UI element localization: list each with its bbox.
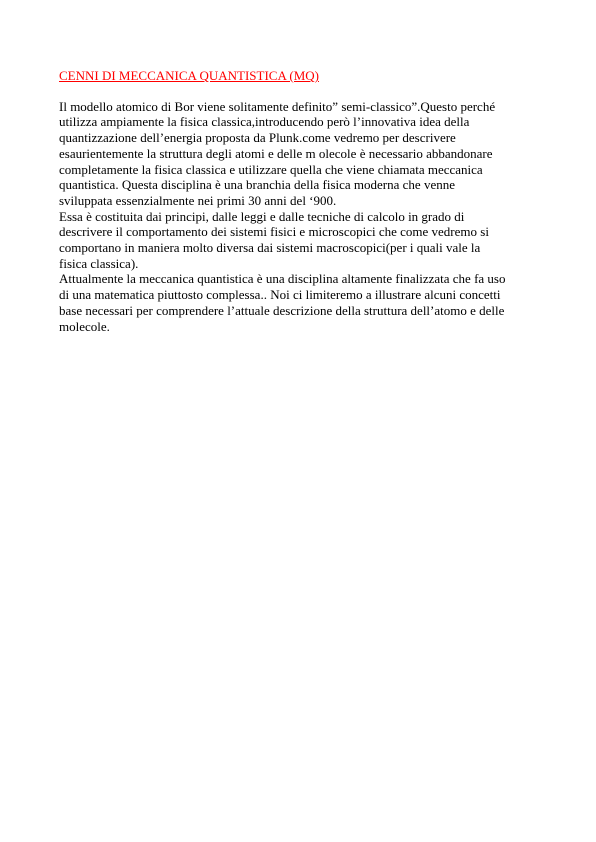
paragraph-line: base necessari per comprendere l’attuale descrizione della struttura dell’atomo e delle <box>59 302 505 318</box>
paragraph-line: utilizza ampiamente la fisica classica,introducendo però l’innovativa idea della <box>59 114 470 130</box>
paragraph-line: comportano in maniera molto diversa dai sistemi macroscopici(per i quali vale la <box>59 240 481 256</box>
paragraph-line: Il modello atomico di Bor viene solitamente definito” semi-classico”.Questo perché <box>59 98 496 114</box>
paragraph-line: di una matematica piuttosto complessa.. Noi ci limiteremo a illustrare alcuni concetti <box>59 287 501 303</box>
paragraph-line: Essa è costituita dai principi, dalle leggi e dalle tecniche di calcolo in grado di <box>59 208 465 224</box>
paragraph-line: quantistica. Questa disciplina è una branchia della fisica moderna che venne <box>59 177 455 193</box>
paragraph-line: molecole. <box>59 318 110 334</box>
paragraph-intro <box>59 99 549 209</box>
document-body <box>59 68 549 334</box>
paragraph-line: quantizzazione dell’energia proposta da Plunk.come vedremo per descrivere <box>59 130 456 146</box>
paragraph-current <box>59 271 549 334</box>
paragraph-line: completamente la fisica classica e utilizzare quella che viene chiamata meccanica <box>59 161 483 177</box>
paragraph-line: descrivere il comportamento dei sistemi fisici e microscopici che come vedremo si <box>59 224 489 240</box>
paragraph-line: sviluppata essenzialmente nei primi 30 anni del ‘900. <box>59 192 337 208</box>
paragraph-line: Attualmente la meccanica quantistica è una disciplina altamente finalizzata che fa uso <box>59 271 506 287</box>
paragraph-line: fisica classica). <box>59 255 139 271</box>
document-title: CENNI DI MECCANICA QUANTISTICA (MQ) <box>59 68 319 83</box>
paragraph-line: esaurientemente la struttura degli atomi e delle m olecole è necessario abbandonare <box>59 145 493 161</box>
paragraph-definition <box>59 209 549 272</box>
